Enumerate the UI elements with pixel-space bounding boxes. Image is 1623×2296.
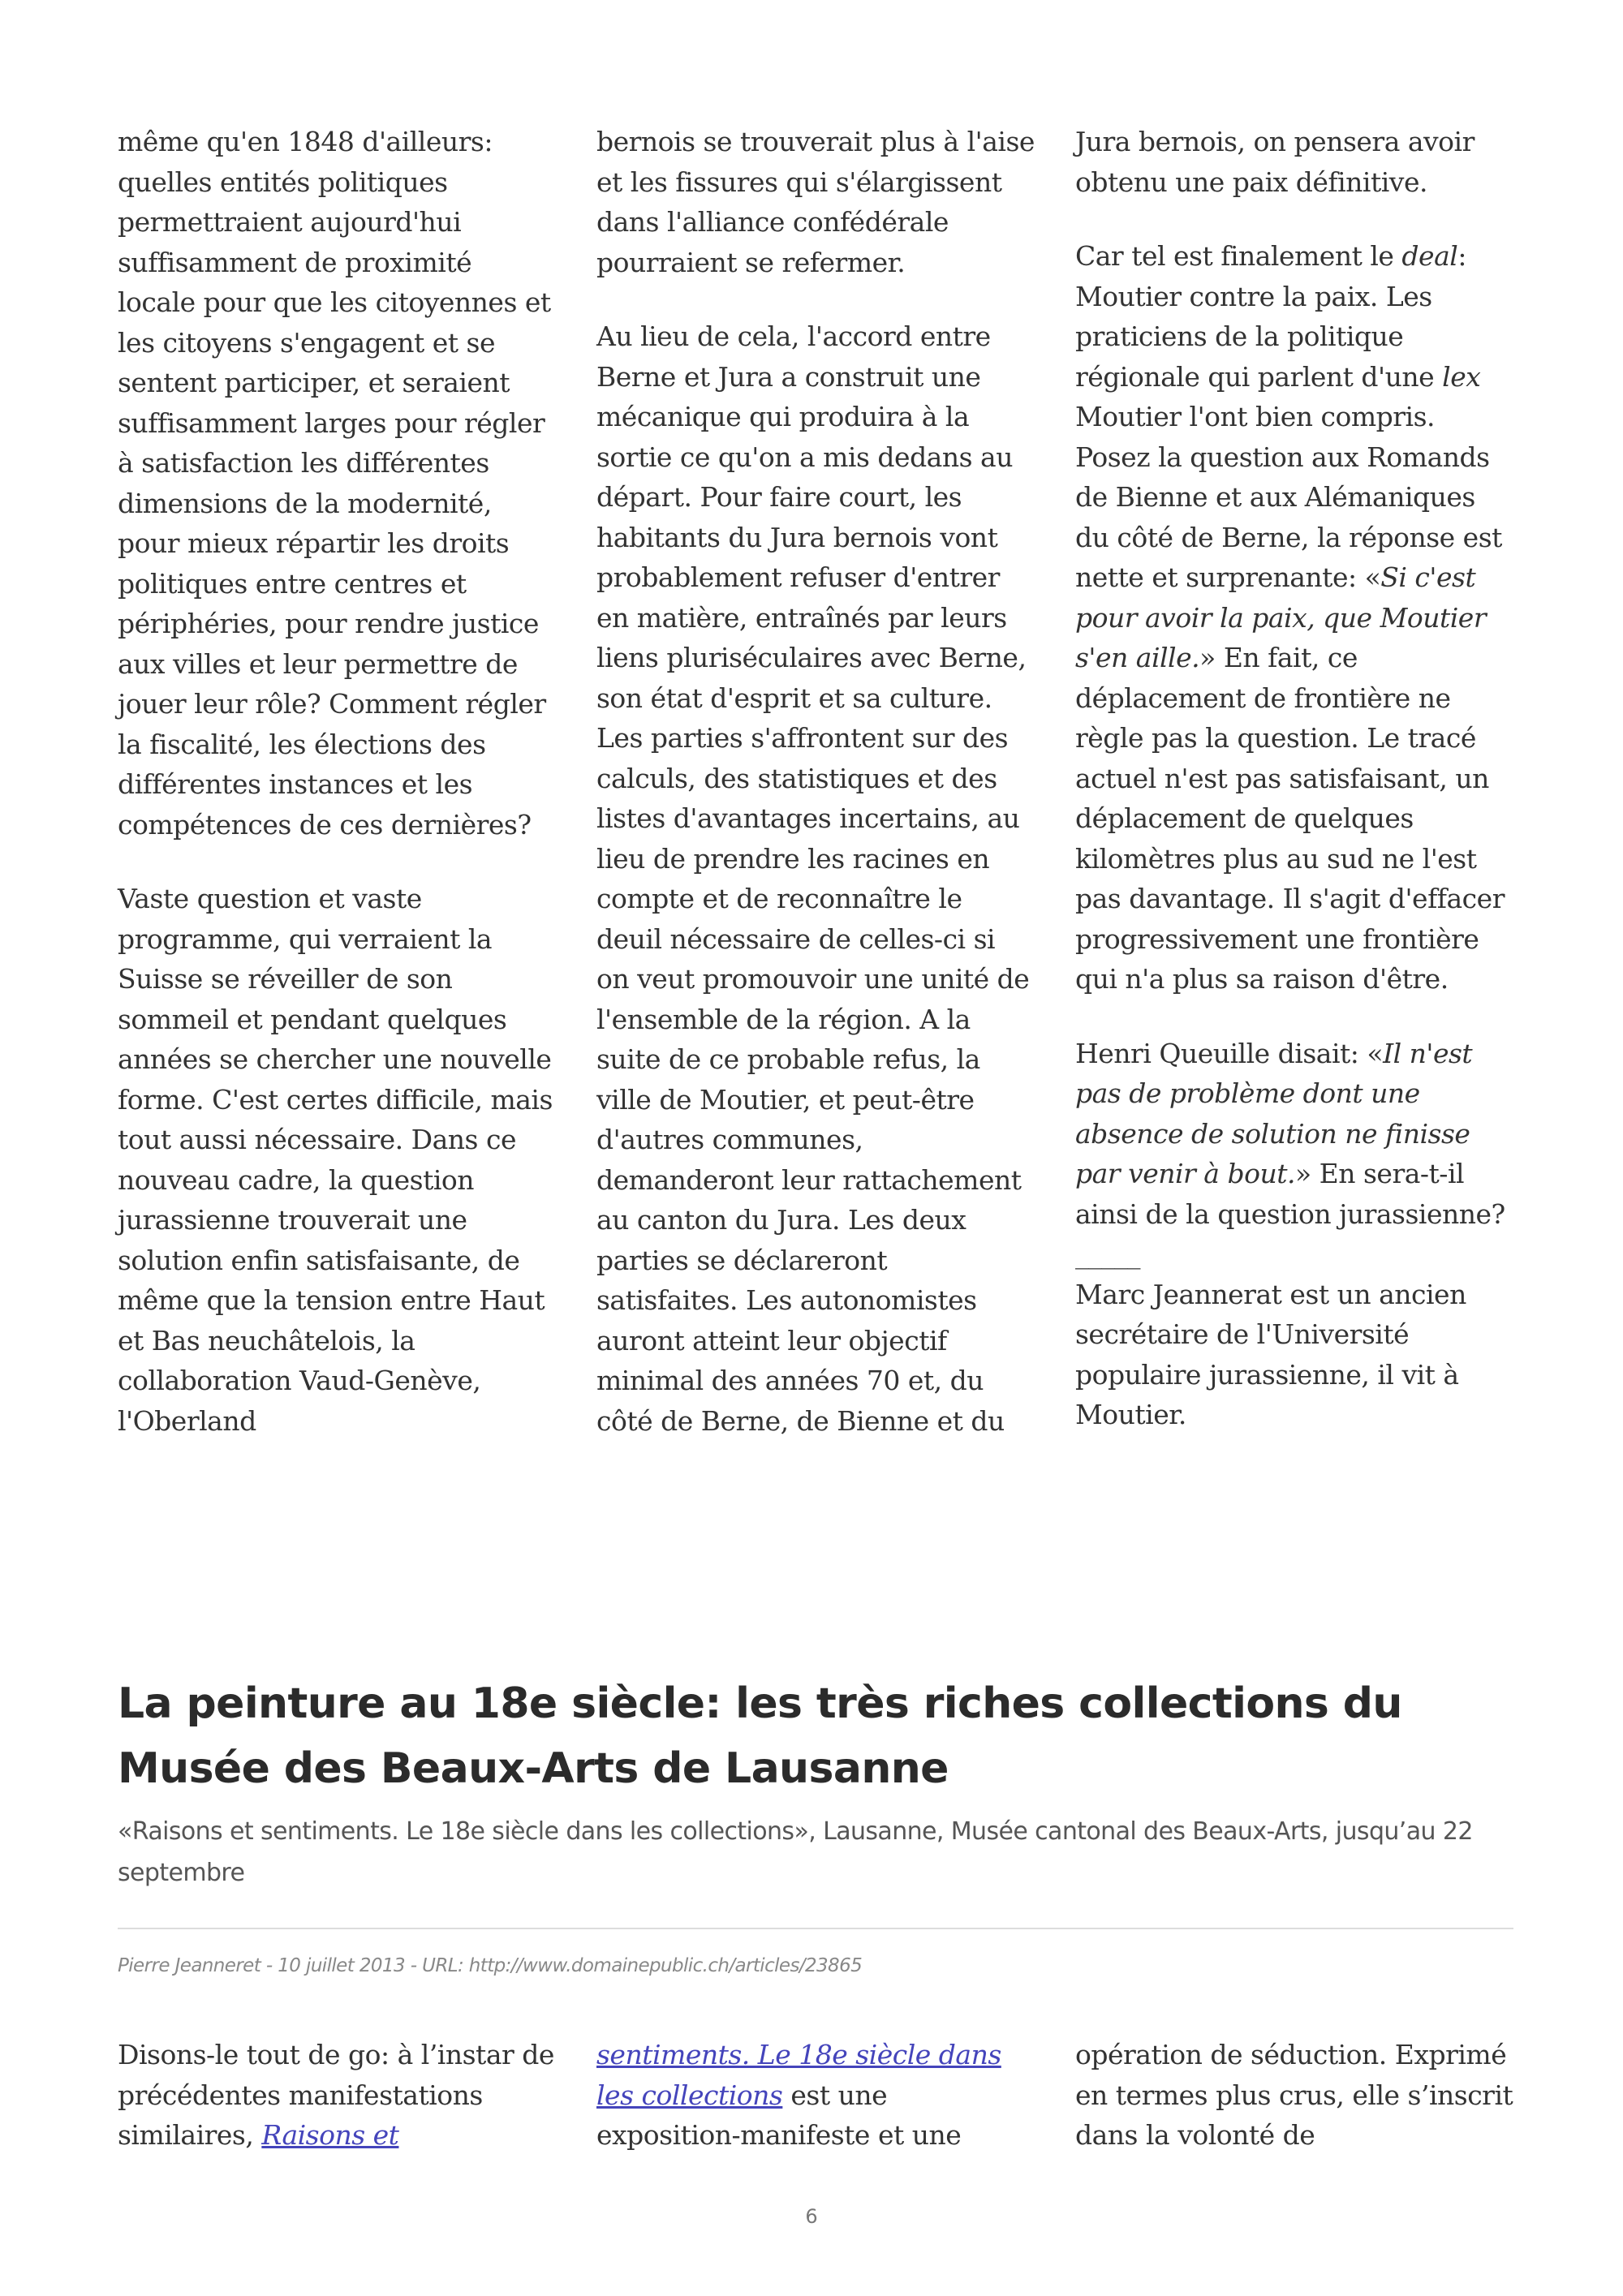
article-2-subtitle: «Raisons et sentiments. Le 18e siècle dans les collections», Lausanne, Musée cantonal des Beaux-Arts, jusqu’au 22 septembre [118, 1817, 1473, 1887]
exhibition-link[interactable]: Raisons et [261, 2119, 399, 2151]
paragraph [1075, 236, 1513, 1000]
italic-quote: Il n'est pas de problème dont une absence de solution ne finisse par venir à bout. [1075, 1037, 1473, 1189]
column-3 [1075, 2035, 1513, 2165]
paragraph: même qu'en 1848 d'ailleurs: quelles entités politiques permettraient aujourd'hui suffisamment de proximité locale pour que les citoyennes et les citoyens s'engagent et se sentent participer, et seraient suffisamment larges pour régler à satisfaction les différentes dimensions de la modernité, pour mieux répartir les droits politiques entre centres et périphéries, pour rendre justice aux villes et leur permettre de jouer leur rôle? Comment régler la fiscalité, les élections des différentes instances et les compétences de ces dernières? [118, 126, 551, 841]
paragraph [1075, 1034, 1513, 1235]
article-2-meta: Pierre Jeanneret - 10 juillet 2013 - URL: http://www.domainepublic.ch/articles/23865 [118, 1955, 863, 1976]
text: » En fait, ce déplacement de frontière ne règle pas la question. Le tracé actuel n'est pas satisfaisant, un déplacement de quelques kilomètres plus au sud ne l'est pas davantage. Il s'agit d'effacer progressivement une frontière qui n'a plus sa raison d'être. [1075, 642, 1505, 995]
column-1 [118, 2035, 556, 2165]
paragraph: bernois se trouverait plus à l'aise et les fissures qui s'élargissent dans l'alliance confédérale pourraient se refermer. [596, 126, 1035, 278]
column-3 [1075, 122, 1513, 1493]
column-2 [596, 122, 1035, 1493]
author-note: Marc Jeannerat est un ancien secrétaire de l'Université populaire jurassienne, il vit à Moutier. [1075, 1278, 1466, 1430]
text: : Moutier contre la paix. Les praticiens de la politique régionale qui parlent d'une [1075, 240, 1466, 393]
column-2 [596, 2035, 1035, 2165]
text: Moutier l'ont bien compris. Posez la question aux Romands de Bienne et aux Alémaniques du côté de Berne, la réponse est nette et surprenante: « [1075, 401, 1502, 593]
exhibition-link[interactable]: sentiments. Le 18e siècle dans les collections [596, 2039, 1001, 2111]
article-1-body [118, 122, 1513, 1493]
text: Disons-le tout de go: à l’instar de précédentes manifestations similaires, [118, 2039, 554, 2151]
paragraph: Au lieu de cela, l'accord entre Berne et Jura a construit une mécanique qui produira à la sortie ce qu'on a mis dedans au départ. Pour faire court, les habitants du Jura bernois vont probablement refuser d'entrer en matière, entraînés par leurs liens pluriséculaires avec Berne, son état d'esprit et sa culture. Les parties s'affrontent sur des calculs, des statistiques et des listes d'avantages incertains, au lieu de prendre les racines en compte et de reconnaître le deuil nécessaire de celles-ci si on veut promouvoir une unité de l'ensemble de la région. A la suite de ce probable refus, la ville de Moutier, et peut-être d'autres communes, demanderont leur rattachement au canton du Jura. Les deux parties se déclareront satisfaites. Les autonomistes auront atteint leur objectif minimal des années 70 et, du côté de Berne, de Bienne et du [596, 320, 1030, 1437]
article-2-body [118, 2035, 1513, 2165]
separator-line: _____ [1075, 1238, 1140, 1270]
text: opération de séduction. Exprimé en termes plus crus, elle s’inscrit dans la volonté de [1075, 2039, 1513, 2151]
text: Car tel est finalement le [1075, 240, 1402, 272]
page-number: 6 [805, 2205, 818, 2228]
divider [118, 1928, 1513, 1929]
article-2-title: La peinture au 18e siècle: les très riches collections du Musée des Beaux-Arts de Lausanne [118, 1679, 1402, 1793]
text: » En sera-t-il ainsi de la question jurassienne? [1075, 1158, 1505, 1230]
italic-text: deal [1401, 240, 1458, 272]
text: est une exposition-manifeste et une [596, 2079, 962, 2151]
column-1 [118, 122, 556, 1493]
paragraph: Jura bernois, on pensera avoir obtenu une paix définitive. [1075, 126, 1474, 198]
italic-text: lex [1442, 360, 1481, 393]
paragraph: Vaste question et vaste programme, qui verraient la Suisse se réveiller de son sommeil et pendant quelques années se chercher une nouvelle forme. C'est certes difficile, mais tout aussi nécessaire. Dans ce nouveau cadre, la question jurassienne trouverait une solution enfin satisfaisante, de même que la tension entre Haut et Bas neuchâtelois, la collaboration Vaud-Genève, l'Oberland [118, 883, 553, 1437]
text: Henri Queuille disait: « [1075, 1037, 1384, 1069]
italic-quote: Si c'est pour avoir la paix, que Moutier s'en aille. [1075, 561, 1487, 673]
